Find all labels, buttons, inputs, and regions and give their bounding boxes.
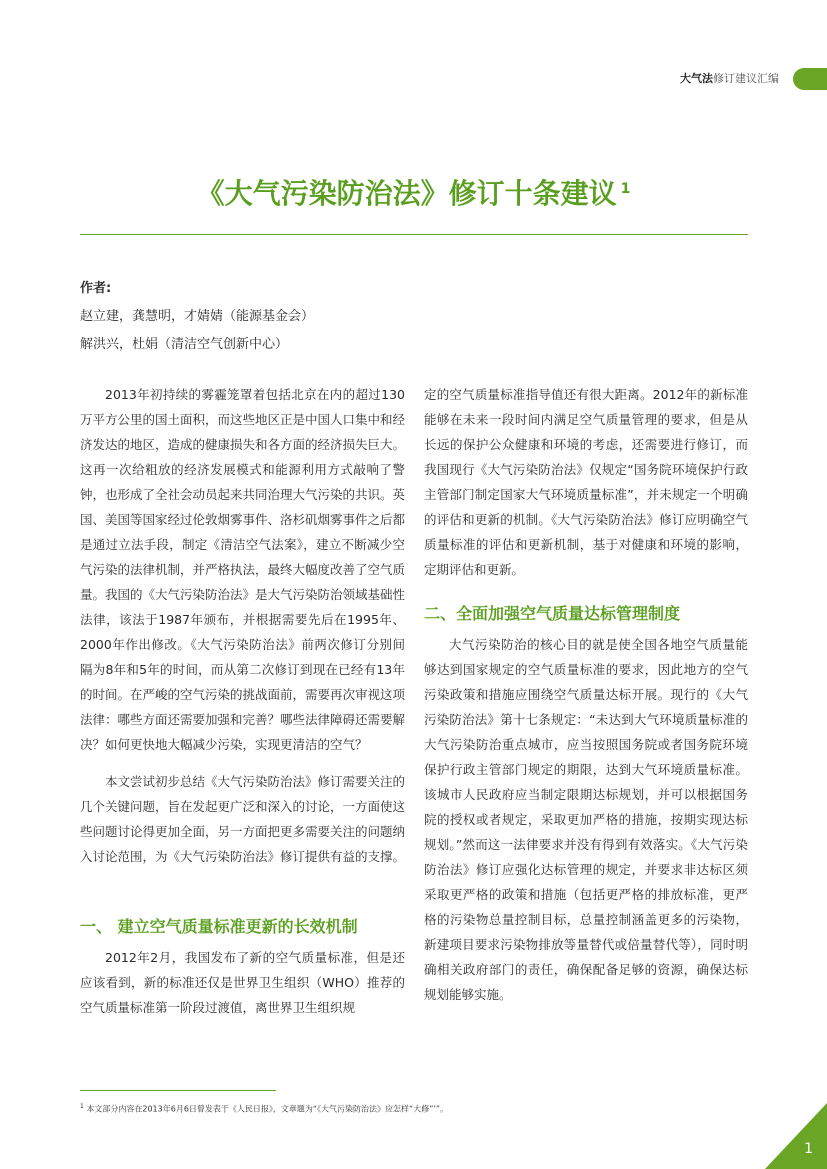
body-paragraph: 本文尝试初步总结《大气污染防治法》修订需要关注的几个关键问题，旨在发起更广泛和深入的讨论，一方面使这些问题讨论得更加全面，另一方面把更多需要关注的问题纳入讨论范围，为《大气污染防治法》修订提供有益的支撑。 — [80, 774, 406, 864]
body-paragraph: 2012年2月，我国发布了新的空气质量标准，但是还应该看到，新的标准还仅是世界卫生组织（WHO）推荐的空气质量标准第一阶段过渡值，离世界卫生组织规 — [80, 950, 405, 1015]
footnote — [80, 1103, 448, 1115]
body-paragraph: 大气污染防治的核心目的就是使全国各地空气质量能够达到国家规定的空气质量标准的要求，因此地方的空气污染政策和措施应围绕空气质量达标开展。现行的《大气污染防治法》第十七条规定：“未达到大气环境质量标准的大气污染防治重点城市，应当按照国务院或者国务院环境保护行政主管部门规定的期限，达到大气环境质量标准。该城市人民政府应当制定限期达标规划，并可以根据国务院的授权或者规定，采取更加严格的措施，按期实现达标规划。”然而这一法律要求并没有得到有效落实。《大气污染防治法》修订应强化达标管理的规定，并要求非达标区须采取更严格的政策和措施（包括更严格的排放标准，更严格的污染物总量控制目标，总量控制涵盖更多的污染物，新建项目要求污染物排放等量替代或倍量替代等），同时明确相关政府部门的责任，确保配备足够的资源，确保达标规划能够实施。 — [424, 637, 748, 1002]
page-title — [80, 172, 747, 212]
section-heading-1: 一、 建立空气质量标准更新的长效机制 — [80, 917, 358, 936]
title-divider — [80, 234, 748, 235]
page-title-text: 《大气污染防治法》修订十条建议 — [196, 177, 617, 210]
right-column — [424, 382, 748, 1019]
running-header-rest: 修订建议汇编 — [713, 72, 779, 85]
running-header-bold: 大气法 — [680, 72, 713, 85]
section-heading-2: 二、全面加强空气质量达标管理制度 — [424, 604, 681, 623]
title-footnote-ref[interactable]: 1 — [620, 180, 631, 197]
authors-block — [80, 275, 314, 359]
page-corner-decoration — [765, 1103, 827, 1169]
page-number: 1 — [804, 1141, 813, 1157]
footnote-mark: 1 — [80, 1103, 84, 1110]
running-header — [680, 70, 779, 86]
footnote-text: 本文部分内容在2013年6月6日曾发表于《人民日报》，文章题为“《大气污染防治法》应怎样“大修”’”。 — [86, 1104, 449, 1114]
authors-line-2: 解洪兴，杜娟（清洁空气创新中心） — [80, 337, 289, 352]
body-paragraph: 定的空气质量标准指导值还有很大距离。2012年的新标准能够在未来一段时间内满足空气质量管理的要求，但是从长远的保护公众健康和环境的考虑，还需要进行修订，而我国现行《大气污染防治法》仅规定“国务院环境保护行政主管部门制定国家大气环境质量标准”，并未规定一个明确的评估和更新的机制。《大气污染防治法》修订应明确空气质量标准的评估和更新机制，基于对健康和环境的影响，定期评估和更新。 — [424, 387, 748, 577]
left-column — [80, 382, 405, 1032]
body-paragraph: 2013年初持续的雾霾笼罩着包括北京在内的超过130万平方公里的国土面积，而这些地区正是中国人口集中和经济发达的地区，造成的健康损失和各方面的经济损失巨大。这再一次给粗放的经济发展模式和能源利用方式敲响了警钟，也形成了全社会动员起来共同治理大气污染的共识。英国、美国等国家经过伦敦烟雾事件、洛杉矶烟雾事件之后都是通过立法手段，制定《清洁空气法案》，建立不断减少空气污染的法律机制，并严格执法，最终大幅度改善了空气质量。我国的《大气污染防治法》是大气污染防治领域基础性法律，该法于1987年颁布，并根据需要先后在1995年、2000年作出修改。《大气污染防治法》前两次修订分别间隔为8年和5年的时间，而从第二次修订到现在已经有13年的时间。在严峻的空气污染的挑战面前，需要再次审视这项法律：哪些方面还需要加强和完善？哪些法律障碍还需要解决？如何更快地大幅减少污染，实现更清洁的空气？ — [80, 387, 406, 752]
footnote-divider — [80, 1090, 276, 1091]
authors-label: 作者: — [80, 281, 112, 296]
header-tab-decoration — [793, 68, 827, 90]
authors-line-1: 赵立建，龚慧明，才婧婧（能源基金会） — [80, 309, 315, 324]
